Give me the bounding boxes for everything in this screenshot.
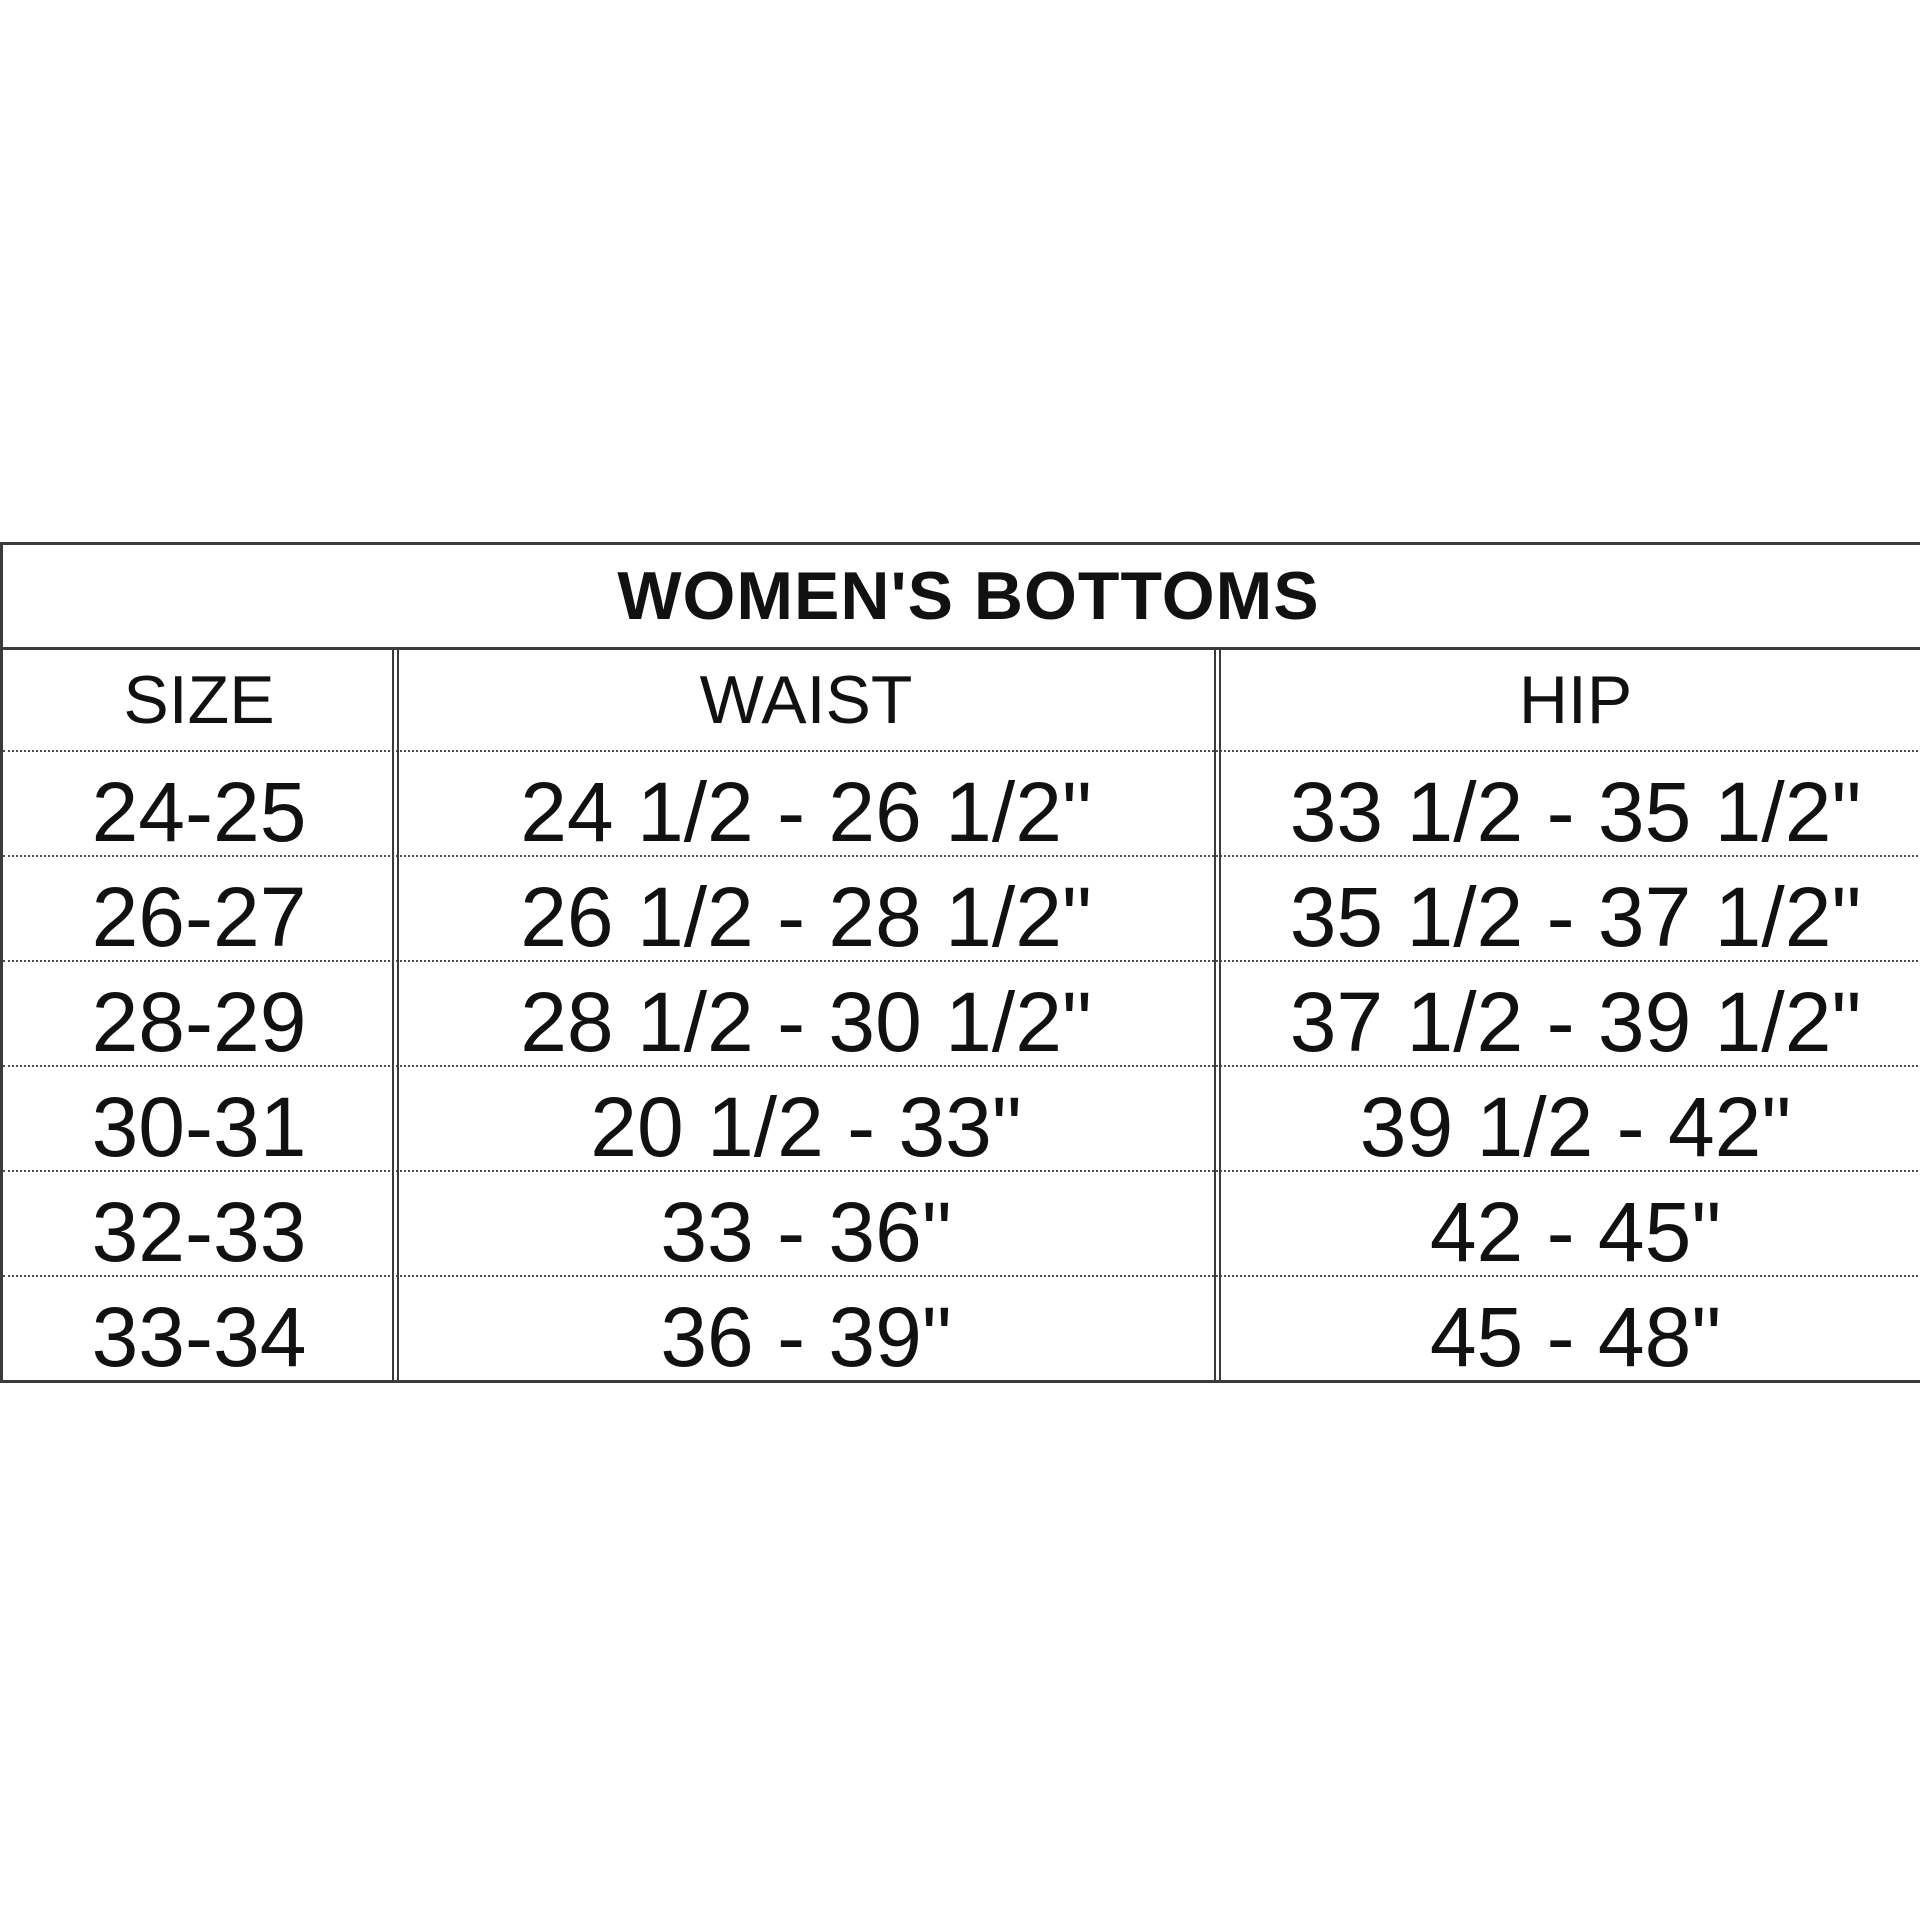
waist-cell: 20 1/2 - 33"	[590, 1079, 1022, 1174]
size-cell: 24-25	[91, 764, 307, 859]
hip-cell: 37 1/2 - 39 1/2"	[1289, 974, 1862, 1069]
column-header-size: SIZE	[123, 662, 275, 738]
waist-cell: 24 1/2 - 26 1/2"	[520, 764, 1092, 859]
size-chart-table	[0, 542, 1920, 1383]
table-grid	[3, 650, 1920, 1384]
table-row	[3, 1067, 1920, 1172]
table-row	[3, 1277, 1920, 1384]
table-row	[3, 857, 1920, 962]
table-row	[3, 1172, 1920, 1277]
table-header-row	[3, 650, 1920, 752]
size-cell: 33-34	[91, 1289, 307, 1384]
table-row	[3, 752, 1920, 857]
column-divider	[392, 650, 399, 1380]
waist-cell: 26 1/2 - 28 1/2"	[520, 869, 1092, 964]
column-divider	[1214, 650, 1221, 1380]
table-row	[3, 962, 1920, 1067]
waist-cell: 33 - 36"	[660, 1184, 952, 1279]
hip-cell: 35 1/2 - 37 1/2"	[1289, 869, 1862, 964]
column-header-hip: HIP	[1518, 662, 1633, 738]
hip-cell: 39 1/2 - 42"	[1359, 1079, 1792, 1174]
table-title: WOMEN'S BOTTOMS	[617, 558, 1320, 634]
size-cell: 32-33	[91, 1184, 307, 1279]
size-cell: 30-31	[91, 1079, 307, 1174]
size-cell: 28-29	[91, 974, 307, 1069]
size-cell: 26-27	[91, 869, 307, 964]
hip-cell: 42 - 45"	[1429, 1184, 1722, 1279]
waist-cell: 28 1/2 - 30 1/2"	[520, 974, 1092, 1069]
table-title-row	[3, 545, 1920, 650]
column-header-waist: WAIST	[699, 662, 913, 738]
hip-cell: 45 - 48"	[1429, 1289, 1722, 1384]
hip-cell: 33 1/2 - 35 1/2"	[1289, 764, 1862, 859]
waist-cell: 36 - 39"	[660, 1289, 952, 1384]
